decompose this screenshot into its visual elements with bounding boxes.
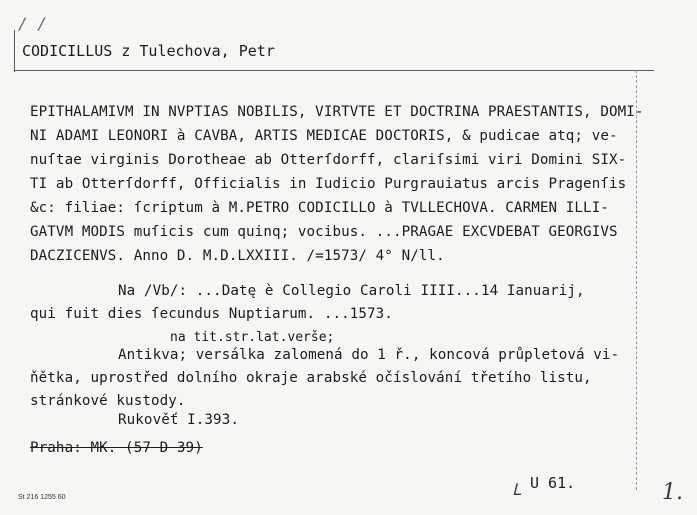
location-note: Rukověť I.393.	[118, 412, 239, 428]
description-line-2: ňětka, uprostřed dolního okraje arabské očíslování třetího listu,	[30, 370, 592, 386]
card-heading: CODICILLUS z Tulechova, Petr	[22, 42, 275, 60]
body-line-6: GATVM MODIS muſicis cum quinq; vocibus. ...PRAGAE EXCVDEBAT GEORGIVS	[30, 224, 618, 240]
margin-rule	[636, 70, 637, 490]
body-line-3: nuſtae virginis Dorotheae ab Otterſdorff, clariſsimi viri Domini SIX-	[30, 152, 627, 168]
note-line-1: Na /Vb/: ...Datę è Collegio Caroli IIII...14 Ianuarij,	[118, 283, 585, 299]
body-line-2: NI ADAMI LEONORI à CAVBA, ARTIS MEDICAE DOCTORIS, & pudicae atq; ve-	[30, 128, 618, 144]
header-rule-left	[14, 30, 15, 72]
body-line-7: DACZICENVS. Anno D. M.D.LXXIII. /=1573/ 4° N/ll.	[30, 248, 445, 264]
body-line-1: EPITHALAMIVM IN NVPTIAS NOBILIS, VIRTVTE ET DOCTRINA PRAESTANTIS, DOMI-	[30, 104, 644, 120]
struck-location: Praha: MK. (57 D 39)	[30, 440, 203, 456]
handwritten-tick: ᒪ	[512, 480, 521, 499]
body-line-4: TI ab Otterſdorff, Officialis in Iudicio Purgrauiatus arcis Pragenſis	[30, 176, 627, 192]
note-line-2: qui fuit dies ſecundus Nuptiarum. ...1573.	[30, 306, 393, 322]
header-rule	[14, 70, 654, 71]
corner-mark: / /	[18, 14, 47, 33]
description-line-1: Antikva; versálka zalomená do 1 ř., koncová průpletová vi-	[118, 347, 620, 363]
correction-note: na tit.str.lat.verše;	[170, 330, 335, 345]
shelfmark: U 61.	[530, 474, 576, 492]
footer-code: St 216 1255 60	[18, 494, 66, 501]
body-line-5: &c: filiae: ſcriptum à M.PETRO CODICILLO à TVLLECHOVA. CARMEN ILLI-	[30, 200, 609, 216]
handwritten-number: 1.	[662, 480, 683, 505]
description-line-3: stránkové kustody.	[30, 393, 186, 409]
